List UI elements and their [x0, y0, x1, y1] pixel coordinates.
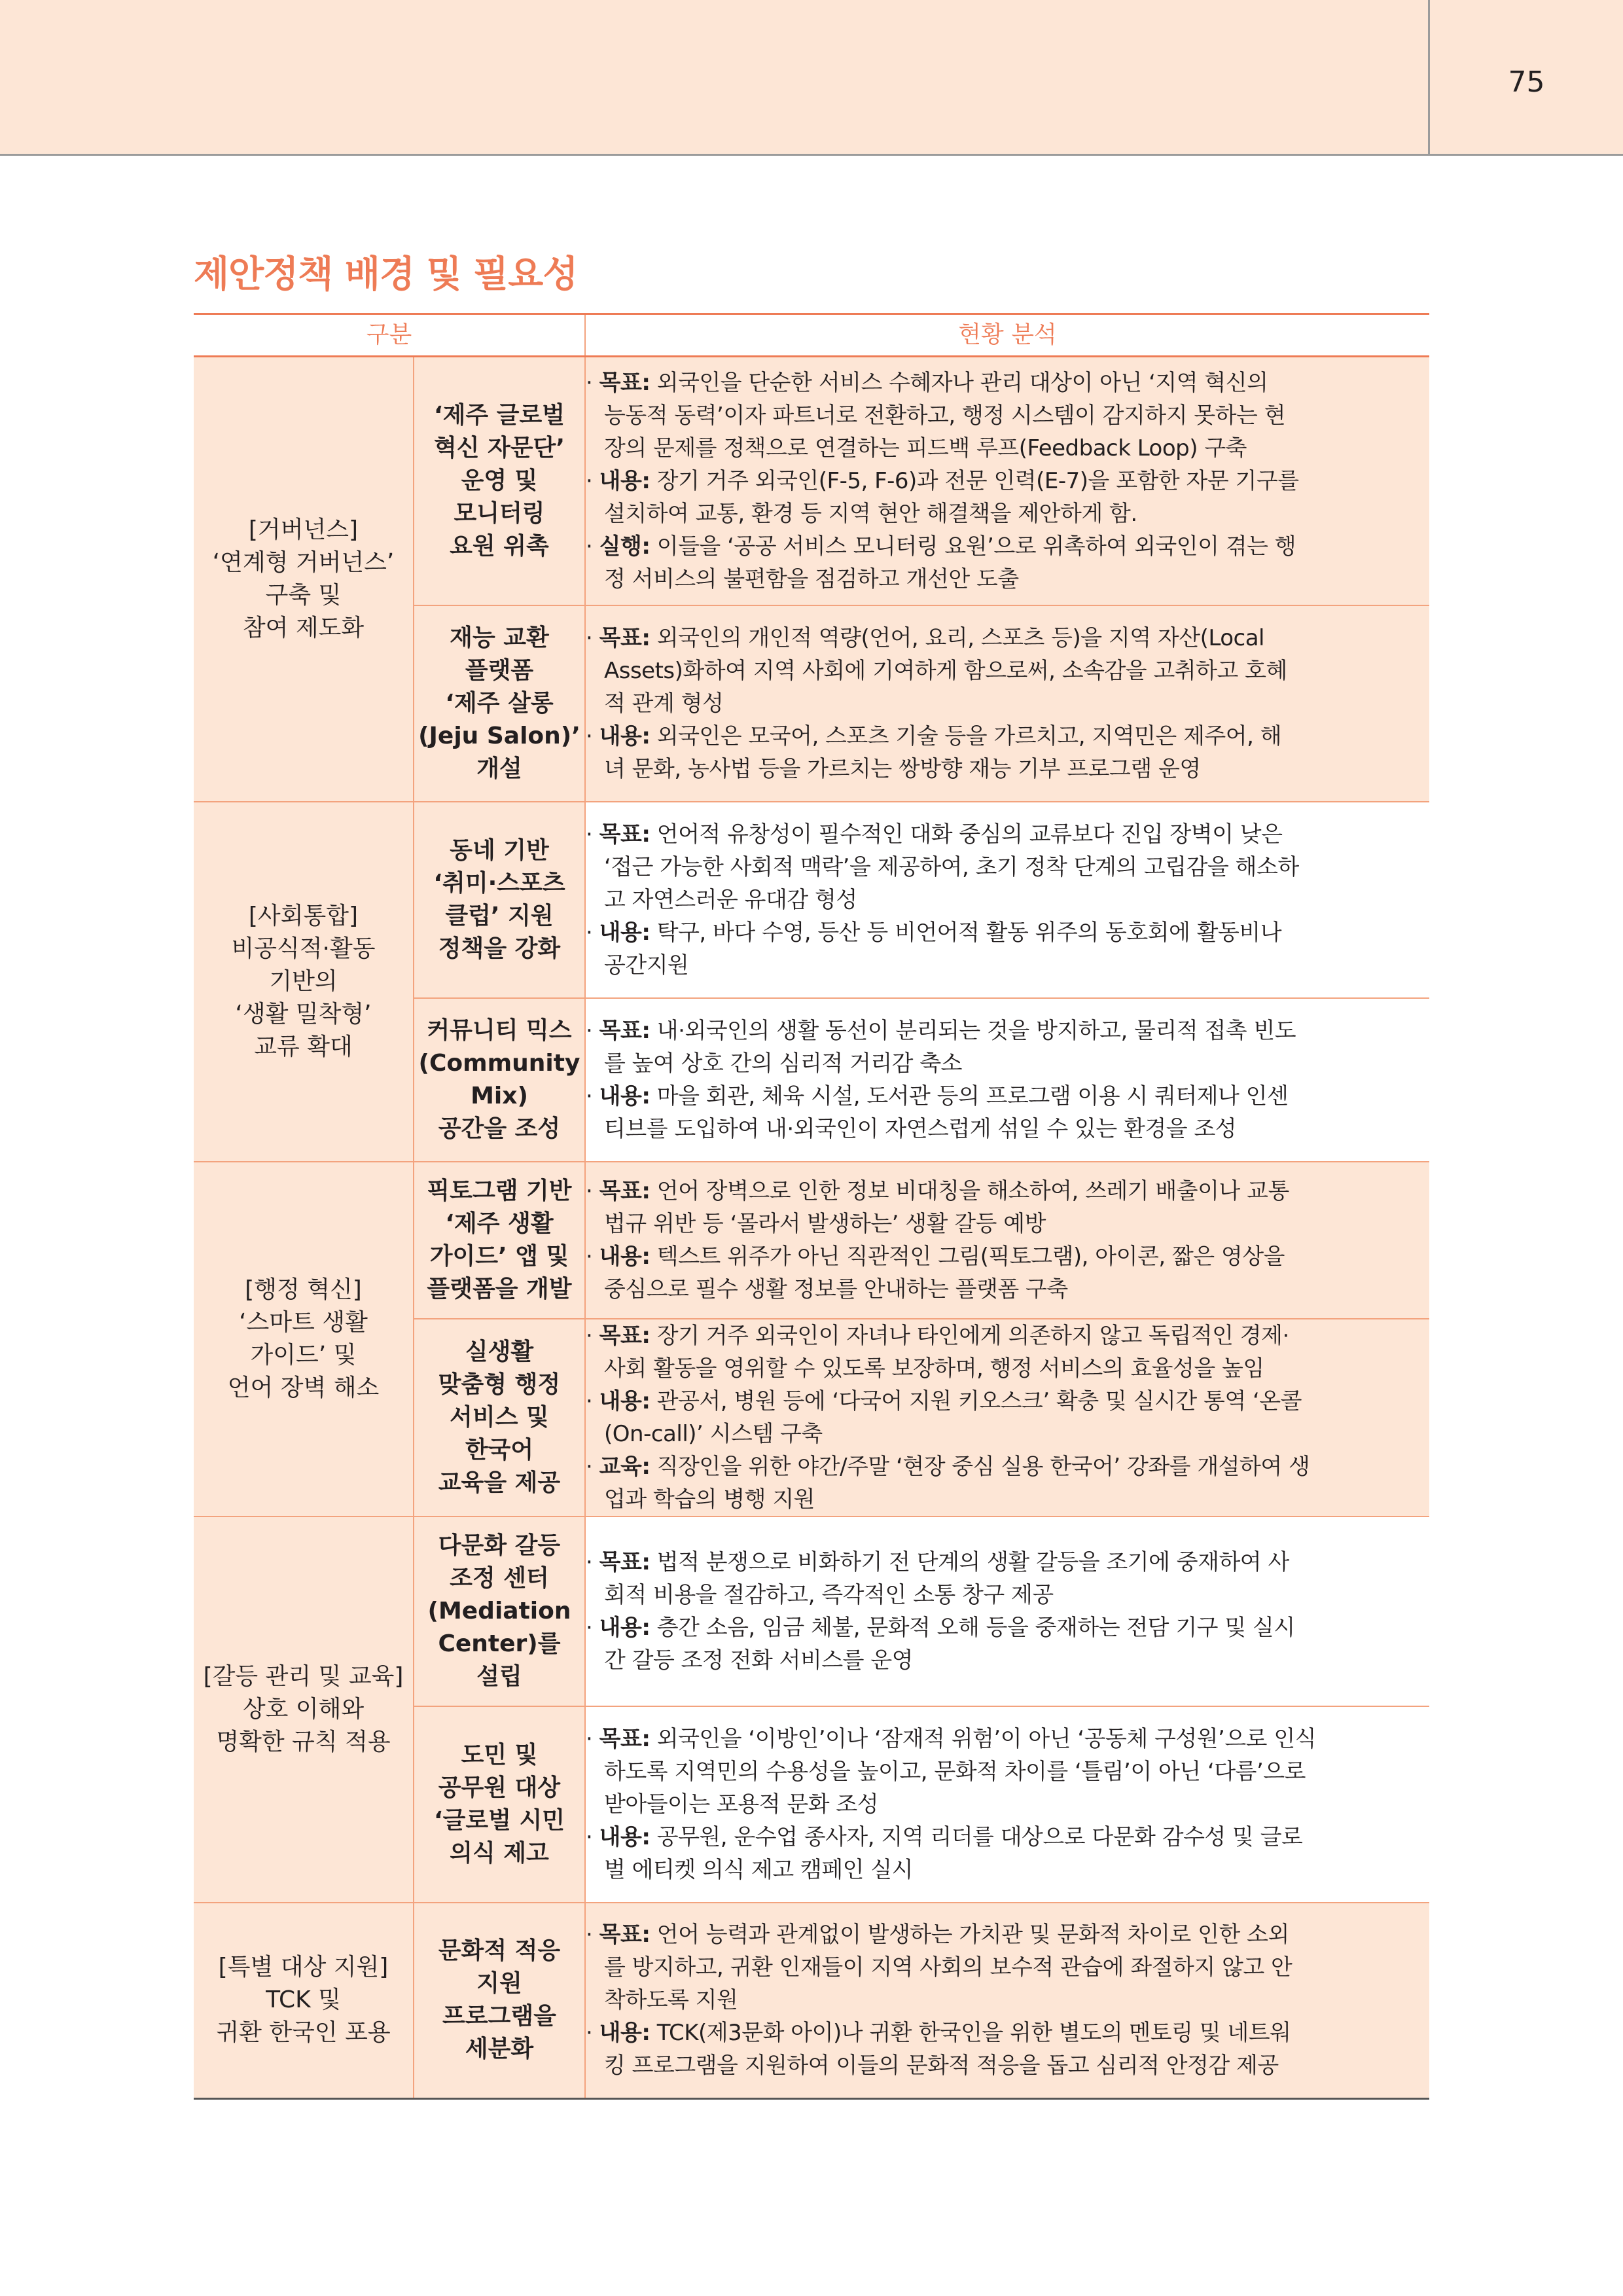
policy-title-line: 가이드’ 앱 및 [429, 1242, 569, 1270]
bullet-dot: · [586, 1725, 599, 1752]
item-text: 적 관계 형성 [604, 690, 724, 717]
item-label: 내용: [599, 1083, 651, 1109]
policy-title-line: 맞춤형 행정 [438, 1371, 561, 1398]
item-label: 내용: [599, 919, 651, 946]
bullet-dot: · [586, 1083, 599, 1109]
item-label: 내용: [599, 1243, 651, 1270]
analysis-line [586, 1175, 1429, 1208]
policy-title-line: 조정 센터 [450, 1564, 549, 1592]
item-text: Assets)화하여 지역 사회에 기여하게 함으로써, 소속감을 고취하고 호혜 [604, 657, 1287, 684]
analysis-cell [585, 1319, 1429, 1516]
bullet-dot: · [586, 2020, 599, 2047]
analysis-line [586, 851, 1429, 884]
policy-title-line: 실생활 [465, 1338, 534, 1365]
analysis-line [586, 367, 1429, 399]
analysis-cell [585, 802, 1429, 998]
category-line: 귀환 한국인 포용 [216, 2019, 391, 2047]
analysis-line [586, 1208, 1429, 1240]
category-line: ‘연계형 거버넌스’ [212, 548, 395, 576]
bullet-dot: · [586, 1453, 599, 1480]
policy-title-line: 다문화 갈등 [438, 1532, 561, 1559]
item-text: 텍스트 위주가 아닌 직관적인 그림(픽토그램), 아이콘, 짧은 영상을 [650, 1243, 1285, 1270]
analysis-item [586, 1821, 1429, 1886]
item-text: 탁구, 바다 수영, 등산 등 비언어적 활동 위주의 동호회에 활동비나 [650, 919, 1282, 946]
analysis-line [586, 1546, 1429, 1579]
item-text: 를 방지하고, 귀환 인재들이 지역 사회의 보수적 관습에 좌절하지 않고 안 [604, 1954, 1293, 1981]
item-text: 법규 위반 등 ‘몰라서 발생하는’ 생활 갈등 예방 [604, 1210, 1046, 1237]
header-category: 구분 [194, 314, 585, 357]
analysis-line [586, 753, 1429, 785]
analysis-item [586, 1918, 1429, 2017]
policy-title-line: Center)를 [438, 1630, 561, 1657]
policy-title-cell [414, 1516, 585, 1706]
analysis-item [586, 530, 1429, 596]
section-title: 제안정책 배경 및 필요성 [194, 253, 578, 296]
item-text: (On-call)’ 시스템 구축 [604, 1420, 823, 1447]
item-label: 목표: [599, 1922, 651, 1948]
policy-title-cell [414, 605, 585, 802]
category-line: [거버넌스] [248, 516, 359, 543]
policy-table [194, 313, 1429, 2100]
analysis-line [586, 465, 1429, 497]
item-text: 정 서비스의 불편함을 점검하고 개선안 도출 [604, 565, 1019, 592]
analysis-line [586, 1579, 1429, 1611]
analysis-line [586, 1821, 1429, 1854]
category-line: 구축 및 [265, 581, 342, 609]
item-text: 벌 에티켓 의식 제고 캠페인 실시 [604, 1856, 914, 1883]
item-label: 목표: [599, 1549, 651, 1575]
item-label: 실행: [599, 533, 651, 560]
page-header-band [0, 0, 1623, 156]
category-cell [194, 802, 414, 1162]
item-text: 를 높여 상호 간의 심리적 거리감 축소 [604, 1050, 963, 1077]
analysis-line [586, 1240, 1429, 1273]
analysis-line [586, 1483, 1429, 1516]
policy-title-cell [414, 1162, 585, 1319]
policy-title-line: ‘취미·스포츠 [433, 869, 565, 897]
policy-title-line: 설립 [476, 1662, 522, 1690]
table-row [194, 357, 1429, 605]
item-label: 목표: [599, 1177, 651, 1204]
analysis-line [586, 563, 1429, 596]
policy-title-line: 플랫폼을 개발 [427, 1275, 572, 1302]
bullet-dot: · [586, 533, 599, 560]
page-number: 75 [1508, 65, 1545, 99]
policy-title-line: Mix) [471, 1082, 528, 1109]
category-cell [194, 1162, 414, 1516]
item-text: 층간 소음, 임금 체불, 문화적 오해 등을 중재하는 전담 기구 및 실시 [650, 1614, 1295, 1641]
analysis-cell [585, 1706, 1429, 1903]
analysis-item [586, 622, 1429, 720]
category-cell [194, 1903, 414, 2099]
analysis-line [586, 1273, 1429, 1306]
bullet-dot: · [586, 1322, 599, 1349]
item-text: 하도록 지역민의 수용성을 높이고, 문화적 차이를 ‘틀림’이 아닌 ‘다름’으로 [604, 1758, 1306, 1785]
item-label: 내용: [599, 1614, 651, 1641]
table-row [194, 802, 1429, 998]
analysis-line [586, 1352, 1429, 1385]
policy-title-line: 지원 [476, 1970, 522, 1998]
analysis-item [586, 1319, 1429, 1385]
item-label: 목표: [599, 1017, 651, 1044]
policy-title-line: 플랫폼 [465, 656, 534, 684]
item-label: 목표: [599, 369, 651, 396]
analysis-item [586, 818, 1429, 916]
analysis-line [586, 2017, 1429, 2049]
item-text: 간 갈등 조정 전화 서비스를 운영 [604, 1647, 914, 1674]
policy-title-line: 프로그램을 [442, 2003, 556, 2030]
bullet-dot: · [586, 919, 599, 946]
item-text: 장기 거주 외국인이 자녀나 타인에게 의존하지 않고 독립적인 경제· [650, 1322, 1289, 1349]
item-label: 목표: [599, 1322, 651, 1349]
category-line: TCK 및 [266, 1986, 341, 2014]
analysis-item [586, 916, 1429, 982]
analysis-item [586, 1014, 1429, 1080]
analysis-item [586, 1611, 1429, 1677]
policy-title-line: ‘제주 글로벌 [433, 401, 565, 429]
analysis-line [586, 1951, 1429, 1984]
item-text: 받아들이는 포용적 문화 조성 [604, 1791, 879, 1818]
analysis-line [586, 1047, 1429, 1080]
analysis-line [586, 1755, 1429, 1788]
policy-title-line: 혁신 자문단’ [433, 434, 565, 461]
bullet-dot: · [586, 1549, 599, 1575]
policy-title-line: ‘제주 생활 [445, 1210, 554, 1237]
analysis-line [586, 916, 1429, 949]
policy-title-line: 서비스 및 [450, 1403, 549, 1431]
policy-title-line: (Mediation [427, 1597, 571, 1624]
item-text: 언어 능력과 관계없이 발생하는 가치관 및 문화적 차이로 인한 소외 [650, 1922, 1289, 1948]
category-line: 비공식적·활동 [231, 935, 376, 962]
analysis-item [586, 720, 1429, 785]
policy-title-line: 교육을 제공 [438, 1469, 561, 1496]
item-text: 관공서, 병원 등에 ‘다국어 지원 키오스크’ 확충 및 실시간 통역 ‘온콜 [650, 1388, 1302, 1414]
analysis-line [586, 1418, 1429, 1450]
item-label: 내용: [599, 467, 651, 494]
bullet-dot: · [586, 1177, 599, 1204]
header-analysis: 현황 분석 [585, 314, 1429, 357]
bullet-dot: · [586, 369, 599, 396]
item-text: 내·외국인의 생활 동선이 분리되는 것을 방지하고, 물리적 접촉 빈도 [650, 1017, 1296, 1044]
analysis-item [586, 1723, 1429, 1821]
table-row [194, 1516, 1429, 1706]
analysis-line [586, 1984, 1429, 2017]
item-text: 중심으로 필수 생활 정보를 안내하는 플랫폼 구축 [604, 1276, 1068, 1302]
policy-title-line: 클럽’ 지원 [445, 902, 554, 929]
item-label: 목표: [599, 821, 651, 848]
item-text: 회적 비용을 절감하고, 즉각적인 소통 창구 제공 [604, 1581, 1054, 1608]
category-line: [갈등 관리 및 교육] [203, 1662, 404, 1690]
item-text: 능동적 동력’이자 파트너로 전환하고, 행정 시스템이 감지하지 못하는 현 [604, 402, 1286, 429]
item-text: 언어적 유창성이 필수적인 대화 중심의 교류보다 진입 장벽이 낮은 [650, 821, 1283, 848]
analysis-line [586, 622, 1429, 655]
item-text: 마을 회관, 체육 시설, 도서관 등의 프로그램 이용 시 쿼터제나 인센 [650, 1083, 1289, 1109]
item-text: 착하도록 지원 [604, 1987, 738, 2014]
analysis-line [586, 1723, 1429, 1755]
policy-title-line: ‘글로벌 시민 [433, 1806, 565, 1834]
item-text: 장의 문제를 정책으로 연결하는 피드백 루프(Feedback Loop) 구축 [604, 435, 1247, 461]
policy-title-line: 문화적 적응 [438, 1937, 561, 1965]
item-text: 이들을 ‘공공 서비스 모니터링 요원’으로 위촉하여 외국인이 겪는 행 [650, 533, 1296, 560]
item-label: 교육: [599, 1453, 651, 1480]
item-text: 킹 프로그램을 지원하여 이들의 문화적 적응을 돕고 심리적 안정감 제공 [604, 2053, 1279, 2079]
policy-title-line: (Community [418, 1049, 580, 1077]
analysis-item [586, 1450, 1429, 1516]
item-text: 설치하여 교통, 환경 등 지역 현안 해결책을 제안하게 함. [604, 500, 1137, 527]
item-text: 외국인을 ‘이방인’이나 ‘잠재적 위험’이 아닌 ‘공동체 구성원’으로 인식 [650, 1725, 1317, 1752]
item-text: 언어 장벽으로 인한 정보 비대칭을 해소하여, 쓰레기 배출이나 교통 [650, 1177, 1289, 1204]
category-line: 상호 이해와 [242, 1695, 365, 1723]
analysis-line [586, 1450, 1429, 1483]
policy-title-line: (Jeju Salon)’ [418, 722, 580, 749]
policy-title-line: 동네 기반 [450, 836, 549, 864]
category-cell [194, 357, 414, 802]
analysis-line [586, 1080, 1429, 1113]
analysis-line [586, 884, 1429, 916]
analysis-line [586, 399, 1429, 432]
analysis-item [586, 367, 1429, 465]
item-text: 외국인의 개인적 역량(언어, 요리, 스포츠 등)을 지역 자산(Local [650, 624, 1264, 651]
policy-title-line: 공간을 조성 [438, 1115, 561, 1142]
bullet-dot: · [586, 1243, 599, 1270]
bullet-dot: · [586, 467, 599, 494]
analysis-line [586, 1319, 1429, 1352]
bullet-dot: · [586, 1922, 599, 1948]
item-text: 공무원, 운수업 종사자, 지역 리더를 대상으로 다문화 감수성 및 글로 [650, 1823, 1303, 1850]
analysis-line [586, 1014, 1429, 1047]
policy-title-line: 운영 및 [461, 467, 538, 494]
analysis-item [586, 1175, 1429, 1240]
item-text: 사회 활동을 영위할 수 있도록 보장하며, 행정 서비스의 효율성을 높임 [604, 1355, 1264, 1382]
category-line: 기반의 [269, 967, 338, 995]
category-line: ‘생활 밀착형’ [235, 1000, 372, 1028]
item-label: 내용: [599, 723, 651, 749]
policy-title-line: 픽토그램 기반 [427, 1177, 572, 1204]
bullet-dot: · [586, 1017, 599, 1044]
item-label: 내용: [599, 1388, 651, 1414]
bullet-dot: · [586, 1388, 599, 1414]
bullet-dot: · [586, 723, 599, 749]
policy-title-line: 요원 위촉 [450, 532, 549, 560]
analysis-cell [585, 998, 1429, 1162]
category-line: 언어 장벽 해소 [227, 1374, 380, 1401]
item-label: 내용: [599, 1823, 651, 1850]
analysis-line [586, 1611, 1429, 1644]
analysis-item [586, 1546, 1429, 1611]
analysis-item [586, 1240, 1429, 1306]
item-text: 외국인은 모국어, 스포츠 기술 등을 가르치고, 지역민은 제주어, 해 [650, 723, 1282, 749]
analysis-cell [585, 357, 1429, 605]
category-line: 교류 확대 [254, 1033, 353, 1060]
item-text: 법적 분쟁으로 비화하기 전 단계의 생활 갈등을 조기에 중재하여 사 [650, 1549, 1289, 1575]
analysis-item [586, 465, 1429, 530]
analysis-cell [585, 1903, 1429, 2099]
bullet-dot: · [586, 624, 599, 651]
analysis-line [586, 497, 1429, 530]
policy-title-line: 개설 [476, 755, 522, 782]
analysis-line [586, 1644, 1429, 1677]
analysis-item [586, 1385, 1429, 1450]
category-line: 가이드’ 및 [250, 1341, 357, 1369]
item-label: 내용: [599, 2020, 651, 2047]
policy-title-cell [414, 357, 585, 605]
item-label: 목표: [599, 624, 651, 651]
policy-title-line: 한국어 [465, 1436, 534, 1463]
item-text: 장기 거주 외국인(F-5, F-6)과 전문 인력(E-7)을 포함한 자문 기구를 [650, 467, 1299, 494]
policy-title-cell [414, 1706, 585, 1903]
policy-title-line: 의식 제고 [450, 1839, 549, 1867]
analysis-cell [585, 605, 1429, 802]
policy-title-cell [414, 802, 585, 998]
policy-title-cell [414, 1903, 585, 2099]
category-cell [194, 1516, 414, 1903]
bullet-dot: · [586, 1614, 599, 1641]
item-text: TCK(제3문화 아이)나 귀환 한국인을 위한 별도의 멘토링 및 네트워 [650, 2020, 1291, 2047]
analysis-line [586, 949, 1429, 982]
item-text: 외국인을 단순한 서비스 수혜자나 관리 대상이 아닌 ‘지역 혁신의 [650, 369, 1268, 396]
analysis-line [586, 655, 1429, 687]
analysis-line [586, 1113, 1429, 1145]
table-header-row [194, 314, 1429, 357]
bullet-dot: · [586, 1823, 599, 1850]
item-text: 공간지원 [604, 952, 689, 978]
category-line: 명확한 규칙 적용 [216, 1728, 391, 1755]
category-line: 참여 제도화 [242, 614, 365, 641]
table-row [194, 1162, 1429, 1319]
analysis-line [586, 2049, 1429, 2082]
item-text: 녀 문화, 농사법 등을 가르치는 쌍방향 재능 기부 프로그램 운영 [604, 755, 1201, 782]
analysis-cell [585, 1162, 1429, 1319]
policy-title-line: 세분화 [465, 2036, 534, 2063]
analysis-cell [585, 1516, 1429, 1706]
item-label: 목표: [599, 1725, 651, 1752]
policy-title-line: 커뮤니티 믹스 [427, 1016, 572, 1044]
analysis-line [586, 687, 1429, 720]
analysis-line [586, 818, 1429, 851]
item-text: ‘접근 가능한 사회적 맥락’을 제공하여, 초기 정착 단계의 고립감을 해소하 [604, 853, 1299, 880]
policy-title-line: 정책을 강화 [438, 935, 561, 962]
analysis-line [586, 720, 1429, 753]
policy-title-line: ‘제주 살롱 [445, 689, 554, 717]
analysis-line [586, 1788, 1429, 1821]
category-line: [행정 혁신] [245, 1276, 362, 1303]
category-line: [사회통합] [248, 902, 359, 929]
table-row [194, 1903, 1429, 2099]
policy-title-line: 모니터링 [454, 499, 545, 527]
analysis-line [586, 1918, 1429, 1951]
policy-title-line: 공무원 대상 [438, 1774, 561, 1801]
policy-title-cell [414, 1319, 585, 1516]
analysis-line [586, 530, 1429, 563]
analysis-item [586, 1080, 1429, 1145]
item-text: 업과 학습의 병행 지원 [604, 1486, 815, 1513]
category-line: ‘스마트 생활 [239, 1308, 368, 1336]
policy-title-cell [414, 998, 585, 1162]
item-text: 고 자연스러운 유대감 형성 [604, 886, 857, 913]
analysis-line [586, 1385, 1429, 1418]
item-text: 직장인을 위한 야간/주말 ‘현장 중심 실용 한국어’ 강좌를 개설하여 생 [650, 1453, 1310, 1480]
item-text: 티브를 도입하여 내·외국인이 자연스럽게 섞일 수 있는 환경을 조성 [604, 1115, 1237, 1142]
policy-title-line: 도민 및 [461, 1741, 538, 1768]
bullet-dot: · [586, 821, 599, 848]
analysis-item [586, 2017, 1429, 2082]
analysis-line [586, 1854, 1429, 1886]
category-line: [특별 대상 지원] [218, 1954, 389, 1981]
analysis-line [586, 432, 1429, 465]
policy-title-line: 재능 교환 [450, 624, 549, 651]
